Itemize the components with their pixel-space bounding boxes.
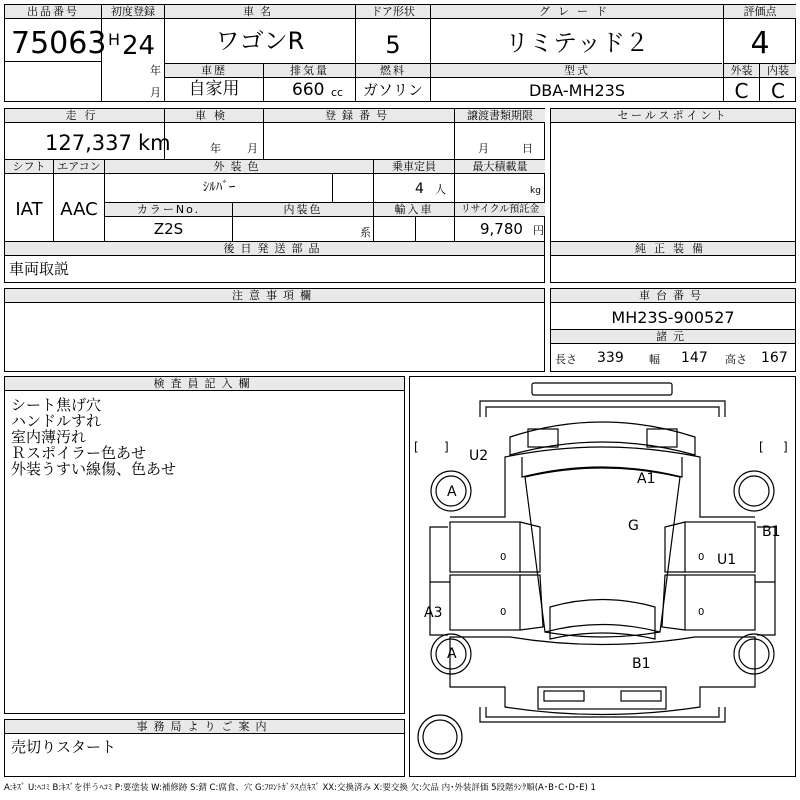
grade-label: グレード xyxy=(431,5,723,19)
fuel-label: 燃料 xyxy=(356,64,430,78)
km-unit: km xyxy=(138,131,171,155)
inspector-note: Ｒスポイラー色あせ xyxy=(11,444,147,462)
bracket-mark: [ xyxy=(414,440,419,454)
int-color-label: 内装色 xyxy=(233,203,373,217)
door-label: ドア形状 xyxy=(356,5,430,19)
capacity: 4 xyxy=(415,181,424,197)
person-unit: 人 xyxy=(435,183,446,196)
inspector-note: シート焦げ穴 xyxy=(11,396,102,414)
damage-mark-a-front: A xyxy=(447,484,457,500)
mileage-label: 走行 xyxy=(5,109,164,123)
accessories-value: 車両取説 xyxy=(9,260,70,278)
model: DBA-MH23S xyxy=(528,81,625,100)
shift: IAT xyxy=(15,199,43,220)
inspector-label: 検査員記入欄 xyxy=(5,377,404,391)
zero-mark: 0 xyxy=(500,552,507,563)
header-table xyxy=(4,4,796,102)
year-unit: 年 xyxy=(150,64,161,77)
load-label: 最大積載量 xyxy=(455,160,545,174)
genuine-label: 純正装備 xyxy=(551,242,795,256)
grade: リミテッド２ xyxy=(505,29,649,57)
chassis-label: 車台番号 xyxy=(551,289,795,303)
selling-label: セールスポイント xyxy=(551,109,795,123)
displacement: 660 xyxy=(292,80,325,100)
damage-mark-a1: A1 xyxy=(637,471,656,487)
bracket-mark: ] xyxy=(444,440,449,454)
capacity-label: 乗車定員 xyxy=(374,160,454,174)
inspector-note: 室内薄汚れ xyxy=(11,428,87,446)
ext-color: ｼﾙﾊﾞｰ xyxy=(202,180,236,195)
history: 自家用 xyxy=(188,79,240,99)
ac-label: エアコン xyxy=(54,160,104,174)
car-outline xyxy=(410,377,795,776)
shift-label: シフト xyxy=(5,160,53,174)
cc-unit: cc xyxy=(331,86,344,99)
height: 167 xyxy=(761,350,788,366)
month-unit: 月 xyxy=(150,86,161,99)
lot-label: 出品番号 xyxy=(5,5,101,19)
car-diagram xyxy=(409,376,796,777)
interior-label: 内装 xyxy=(760,64,796,78)
specs-table xyxy=(4,159,545,283)
chassis-box xyxy=(550,288,796,372)
kei-unit: 系 xyxy=(360,226,371,239)
inspector-note: ハンドルすれ xyxy=(11,412,102,430)
first-reg-label: 初度登録 xyxy=(102,5,164,19)
length-label: 長さ xyxy=(555,353,577,366)
dims-label: 諸元 xyxy=(551,330,795,344)
length: 339 xyxy=(597,350,624,366)
damage-mark-g: G xyxy=(628,518,639,534)
caution-label: 注意事項欄 xyxy=(5,289,544,303)
selling-points xyxy=(550,108,796,283)
model-label: 型式 xyxy=(431,64,723,78)
score: 4 xyxy=(750,26,770,61)
score-label: 評価点 xyxy=(724,5,796,19)
transfer-label: 譲渡書類期限 xyxy=(455,109,545,123)
plate-label: 登録番号 xyxy=(264,109,454,123)
office-label: 事務局よりご案内 xyxy=(5,720,404,734)
history-label: 車歴 xyxy=(165,64,263,78)
transfer-month: 月 xyxy=(478,142,489,155)
recycle-label: リサイクル預託金 xyxy=(455,203,545,217)
name-label: 車名 xyxy=(165,5,355,19)
ac: AAC xyxy=(60,199,98,220)
era: H xyxy=(108,30,121,49)
width-label: 幅 xyxy=(649,353,660,366)
office-box xyxy=(4,719,405,777)
zero-mark: 0 xyxy=(698,552,705,563)
recycle: 9,780 xyxy=(480,220,523,238)
inspector-note: 外装うすい線傷、色あせ xyxy=(11,460,177,478)
mileage-table xyxy=(4,108,545,160)
mileage: 127,337 xyxy=(45,131,132,155)
kg-unit: kg xyxy=(530,186,541,196)
bracket-mark: ] xyxy=(783,440,788,454)
fuel: ガソリン xyxy=(362,81,423,99)
zero-mark: 0 xyxy=(698,607,705,618)
damage-mark-b1-right: B1 xyxy=(762,524,781,540)
car-name: ワゴンR xyxy=(215,27,305,55)
width: 147 xyxy=(681,350,708,366)
office-value: 売切りスタート xyxy=(11,738,117,756)
damage-mark-u2: U2 xyxy=(469,448,489,464)
transfer-day: 日 xyxy=(522,142,533,155)
zero-mark: 0 xyxy=(500,607,507,618)
import-label: 輸入車 xyxy=(374,203,454,217)
damage-mark-u1: U1 xyxy=(717,552,737,568)
ext-color-label: 外装色 xyxy=(105,160,373,174)
inspection-label: 車検 xyxy=(165,109,263,123)
bracket-mark: [ xyxy=(759,440,764,454)
damage-mark-a3: A3 xyxy=(424,605,443,621)
damage-mark-a-rear: A xyxy=(447,646,457,662)
doors: 5 xyxy=(385,31,401,59)
interior-score: C xyxy=(771,79,785,103)
lot-number: 75063 xyxy=(11,26,107,61)
inspector-box xyxy=(4,376,405,714)
yen-unit: 円 xyxy=(533,224,544,237)
accessories-label: 後日発送部品 xyxy=(5,242,544,256)
reg-year: 24 xyxy=(122,31,156,61)
inspection-year: 年 xyxy=(210,142,221,155)
color-no: Z2S xyxy=(153,220,184,238)
inspection-month: 月 xyxy=(247,142,258,155)
chassis-number: MH23S-900527 xyxy=(611,308,735,327)
exterior-label: 外装 xyxy=(724,64,759,78)
caution-box xyxy=(4,288,545,372)
displacement-label: 排気量 xyxy=(264,64,355,78)
height-label: 高さ xyxy=(725,353,747,366)
color-no-label: カラーNo. xyxy=(105,203,232,217)
legend: A:ｷｽﾞ U:ﾍｺﾐ B:ｷｽﾞを伴うﾍｺﾐ P:要塗装 W:補修跡 S:錆 C:腐食、穴 G:ﾌﾛﾝﾄｶﾞﾗｽ点ｷｽﾞ XX:交換済み X:要交換 欠:欠品 内･外装評価 5段階ﾗﾝｸ順(A･B･C･D･E) 1 xyxy=(4,783,596,793)
exterior-score: C xyxy=(734,79,749,103)
damage-mark-b1-rear: B1 xyxy=(632,656,651,672)
